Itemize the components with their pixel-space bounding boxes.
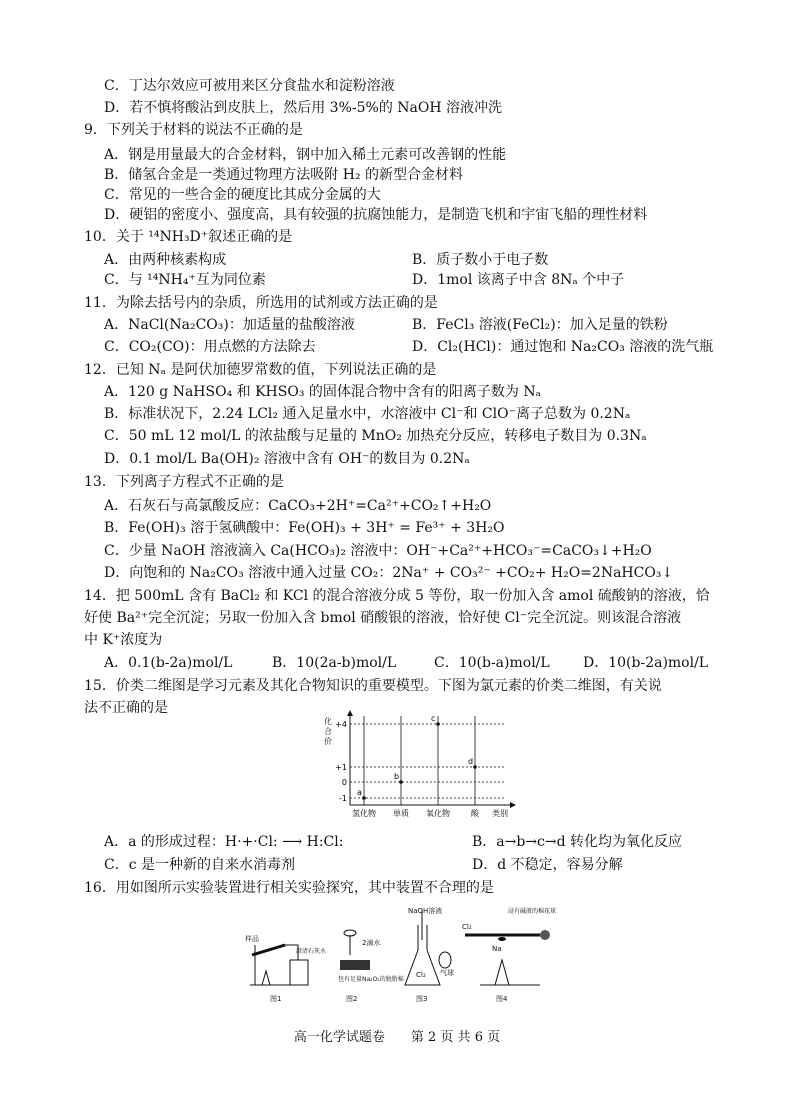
y-tick-label: -1 — [339, 794, 347, 803]
fig1-caption: 图1 — [270, 995, 282, 1003]
y-axis-arrow — [347, 710, 353, 716]
q12-option-d: D．0.1 mol/L Ba(OH)₂ 溶液中含有 OH⁻的数目为 0.2Nₐ — [104, 451, 470, 467]
data-label-c: c — [431, 714, 436, 723]
data-label-b: b — [394, 772, 400, 781]
fig4-caption: 图4 — [496, 995, 508, 1003]
data-label-a: a — [357, 788, 362, 797]
q11-option-b: B．FeCl₃ 溶液(FeCl₂)：加入足量的铁粉 — [412, 317, 668, 333]
figure-4 — [462, 907, 556, 1003]
q10-option-c: C．与 ¹⁴NH₄⁺互为同位素 — [104, 272, 266, 288]
figure-3 — [405, 906, 454, 1003]
x-tick-label: 单质 — [393, 809, 409, 818]
y-axis-label-1: 化 — [324, 717, 332, 726]
q14-option-a: A．0.1(b-2a)mol/L — [104, 655, 233, 671]
q14-option-c: C．10(b-a)mol/L — [434, 655, 550, 671]
data-point-a — [362, 796, 366, 800]
fig3-cl2-label: Cl₂ — [416, 971, 426, 979]
q9-stem: 9．下列关于材料的说法不正确的是 — [84, 122, 303, 138]
fig3-balloon — [439, 952, 451, 968]
q14-line1: 14．把 500mL 含有 BaCl₂ 和 KCl 的混合溶液分成 5 等份，取一份加入含 amol 硫酸钠的溶液，恰 — [84, 588, 710, 604]
fig2-cotton — [340, 960, 370, 970]
q10-option-d: D．1mol 该离子中含 8Nₐ 个中子 — [412, 272, 625, 288]
fig1-lamp — [262, 971, 270, 985]
y-tick-label: +1 — [335, 763, 347, 772]
x-axis-label: 类别 — [492, 809, 508, 818]
q8-option-d: D．若不慎将酸沾到皮肤上，然后用 3%-5%的 NaOH 溶液冲洗 — [104, 100, 503, 116]
valence-class-chart — [320, 710, 520, 822]
fig2-water-label: 2滴水 — [362, 939, 381, 947]
q14-line3: 中 K⁺浓度为 — [84, 632, 163, 648]
q15-option-c: C．c 是一种新的自来水消毒剂 — [104, 857, 296, 873]
data-point-b — [399, 780, 403, 784]
figure-2 — [338, 930, 404, 1003]
q15-option-d: D．d 不稳定，容易分解 — [472, 857, 623, 873]
q15-line1: 15．价类二维图是学习元素及其化合物知识的重要模型。下图为氯元素的价类二维图，有关说 — [84, 678, 662, 694]
q10-stem: 10．关于 ¹⁴NH₃D⁺叙述正确的是 — [84, 229, 293, 245]
y-axis-label-2: 合 — [324, 727, 332, 736]
fig3-balloon-label: 气球 — [440, 969, 454, 977]
q10-option-a: A．由两种核素构成 — [104, 252, 227, 268]
y-axis-label-3: 价 — [324, 737, 332, 746]
q9-option-d: D．硬铝的密度小、强度高，具有较强的抗腐蚀能力，是制造飞机和宇宙飞船的理性材料 — [104, 207, 648, 223]
q13-option-d: D．向饱和的 Na₂CO₃ 溶液中通入过量 CO₂：2Na⁺ + CO₃²⁻ +CO₂+ H₂O=2NaHCO₃↓ — [104, 565, 674, 581]
q13-option-b: B．Fe(OH)₃ 溶于氢碘酸中：Fe(OH)₃ + 3H⁺ = Fe³⁺ + 3H₂O — [104, 520, 505, 536]
fig4-lamp — [495, 960, 509, 985]
q13-stem: 13．下列离子方程式不正确的是 — [84, 474, 284, 490]
q16-stem: 16．用如图所示实验装置进行相关实验探究，其中装置不合理的是 — [84, 880, 494, 896]
fig1-sample-label: 样品 — [245, 935, 259, 943]
q11-option-d: D．Cl₂(HCl)：通过饱和 Na₂CO₃ 溶液的洗气瓶 — [412, 339, 714, 355]
y-tick-label: 0 — [341, 778, 347, 787]
fig4-sodium — [498, 937, 506, 941]
q14-option-d: D．10(b-2a)mol/L — [583, 655, 709, 671]
fig3-caption: 图3 — [416, 995, 428, 1003]
q8-option-c: C．丁达尔效应可被用来区分食盐水和淀粉溶液 — [104, 78, 395, 94]
fig1-test-tube — [252, 945, 285, 955]
fig4-alkali-label: 浸有碱液的棉花球 — [508, 908, 557, 915]
x-tick-label: 氧化物 — [426, 809, 450, 818]
q10-option-b: B．质子数小于电子数 — [412, 252, 549, 268]
x-tick-label: 氢化物 — [352, 809, 376, 818]
q9-option-c: C．常见的一些合金的硬度比其成分金属的大 — [104, 187, 381, 203]
data-point-d — [473, 765, 477, 769]
q13-option-c: C．少量 NaOH 溶液滴入 Ca(HCO₃)₂ 溶液中：OH⁻+Ca²⁺+HCO₃⁻=CaCO₃↓+H₂O — [104, 543, 652, 559]
q12-option-c: C．50 mL 12 mol/L 的浓盐酸与足量的 MnO₂ 加热充分反应，转移电子数目为 0.3Nₐ — [104, 428, 647, 444]
fig2-cotton-label: 包有足量Na₂O₂的脱脂棉 — [338, 976, 404, 983]
q14-line2: 好使 Ba²⁺完全沉淀；另取一份加入含 bmol 硝酸银的溶液，恰好使 Cl⁻完全沉淀。则该混合溶液 — [84, 610, 682, 626]
data-label-d: d — [468, 757, 474, 766]
fig4-cotton-ball — [540, 930, 550, 940]
y-tick-label: +4 — [335, 720, 347, 729]
q14-option-b: B．10(2a-b)mol/L — [272, 655, 397, 671]
data-point-c — [436, 722, 440, 726]
q11-option-c: C．CO₂(CO)：用点燃的方法除去 — [104, 339, 316, 355]
x-tick-label: 酸 — [471, 809, 479, 818]
q11-stem: 11．为除去括号内的杂质，所选用的试剂或方法正确的是 — [84, 295, 438, 311]
q15-option-b: B．a→b→c→d 转化均为氧化反应 — [472, 834, 683, 850]
q15-option-a: A．a 的形成过程：H·+·Cl: ⟶ H:Cl: — [104, 834, 344, 850]
q9-option-b: B．储氢合金是一类通过物理方法吸附 H₂ 的新型合金材料 — [104, 167, 464, 183]
q9-option-a: A．钢是用量最大的合金材料，钢中加入稀土元素可改善钢的性能 — [104, 147, 507, 163]
fig3-naoh-label: NaOH溶液 — [408, 907, 443, 915]
q12-option-a: A．120 g NaHSO₄ 和 KHSO₃ 的固体混合物中含有的阳离子数为 Nₐ — [104, 384, 541, 400]
fig2-caption: 图2 — [346, 995, 358, 1003]
x-axis-arrow — [510, 802, 516, 808]
fig4-cl2-label: Cl₂ — [462, 923, 472, 931]
q12-stem: 12．已知 Nₐ 是阿伏加德罗常数的值，下列说法正确的是 — [84, 362, 437, 378]
fig4-na-label: Na — [492, 945, 502, 953]
q15-line2: 法不正确的是 — [84, 700, 168, 716]
apparatus-figures — [240, 905, 570, 1005]
q11-option-a: A．NaCl(Na₂CO₃)：加适量的盐酸溶液 — [104, 317, 355, 333]
page-footer: 高一化学试题卷 第 2 页 共 6 页 — [293, 1030, 501, 1045]
q12-option-b: B．标准状况下，2.24 LCl₂ 通入足量水中，水溶液中 Cl⁻和 ClO⁻离子总数为 0.2Nₐ — [104, 406, 631, 422]
fig1-limewater-label: 澄清石灰水 — [296, 948, 327, 955]
fig1-beaker — [290, 960, 308, 985]
figure-1 — [245, 934, 326, 1003]
q13-option-a: A．石灰石与高氯酸反应：CaCO₃+2H⁺=Ca²⁺+CO₂↑+H₂O — [104, 498, 492, 514]
